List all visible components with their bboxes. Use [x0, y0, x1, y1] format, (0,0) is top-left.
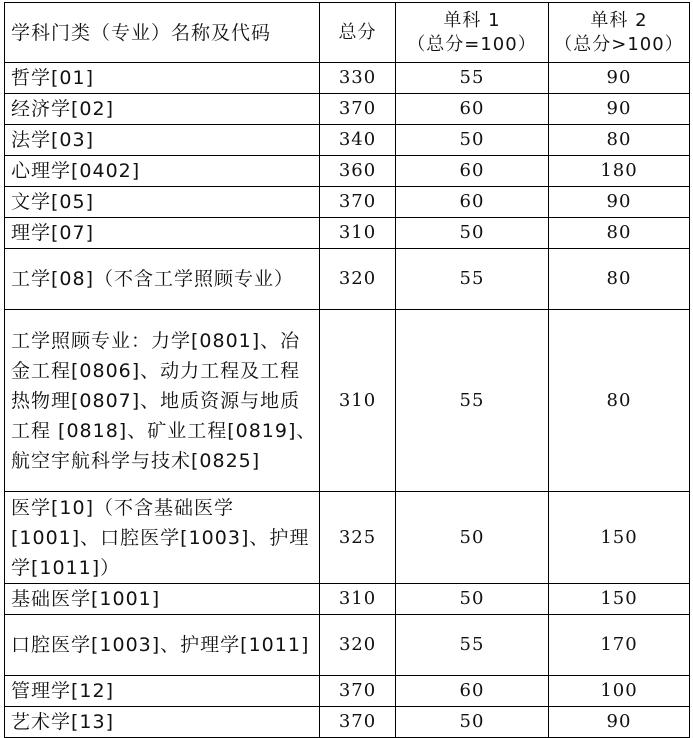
header-single2 [549, 3, 690, 63]
row-name: 管理学[12] [5, 676, 320, 707]
row-single2: 150 [549, 584, 690, 615]
row-total: 310 [320, 218, 396, 249]
row-single1: 55 [396, 63, 549, 94]
table-row [5, 94, 690, 125]
row-single1: 50 [396, 707, 549, 738]
header-single2-label: 单科 2 [590, 9, 648, 31]
row-single2: 90 [549, 187, 690, 218]
row-total: 370 [320, 94, 396, 125]
row-single1: 50 [396, 584, 549, 615]
row-total: 360 [320, 156, 396, 187]
row-name: 艺术学[13] [5, 707, 320, 738]
row-single2: 90 [549, 94, 690, 125]
row-name: 哲学[01] [5, 63, 320, 94]
row-single1: 60 [396, 187, 549, 218]
row-name: 心理学[0402] [5, 156, 320, 187]
row-name: 医学[10]（不含基础医学[1001]、口腔医学[1003]、护理学[1011]） [5, 492, 320, 584]
row-single2: 80 [549, 249, 690, 310]
row-single2: 80 [549, 125, 690, 156]
row-total: 330 [320, 63, 396, 94]
header-single1-label: 单科 1 [443, 9, 501, 31]
row-single2: 90 [549, 707, 690, 738]
table-row [5, 492, 690, 584]
header-single2-sub: （总分>100） [554, 33, 684, 55]
row-single1: 50 [396, 492, 549, 584]
row-name: 工学照顾专业：力学[0801]、冶金工程[0806]、动力工程及工程热物理[0807]、地质资源与地质工程 [0818]、矿业工程[0819]、航空宇航科学与技术[0825] [5, 310, 320, 492]
header-single1 [396, 3, 549, 63]
row-total: 310 [320, 310, 396, 492]
header-total: 总分 [320, 3, 396, 63]
row-total: 325 [320, 492, 396, 584]
row-name: 文学[05] [5, 187, 320, 218]
row-single1: 50 [396, 218, 549, 249]
row-single2: 180 [549, 156, 690, 187]
table-row [5, 125, 690, 156]
row-single1: 55 [396, 310, 549, 492]
row-total: 320 [320, 615, 396, 676]
row-single2: 80 [549, 310, 690, 492]
row-single2: 90 [549, 63, 690, 94]
row-total: 370 [320, 676, 396, 707]
table-row [5, 187, 690, 218]
row-single1: 50 [396, 125, 549, 156]
row-single1: 60 [396, 676, 549, 707]
table-header-row [5, 3, 690, 63]
row-single1: 60 [396, 94, 549, 125]
row-total: 320 [320, 249, 396, 310]
score-table [4, 2, 690, 738]
row-single1: 55 [396, 249, 549, 310]
table-row [5, 676, 690, 707]
row-total: 310 [320, 584, 396, 615]
table-row [5, 63, 690, 94]
header-single1-sub: （总分=100） [407, 33, 537, 55]
row-single2: 80 [549, 218, 690, 249]
row-single1: 60 [396, 156, 549, 187]
table-row [5, 218, 690, 249]
row-name: 基础医学[1001] [5, 584, 320, 615]
table-row [5, 249, 690, 310]
table-row [5, 584, 690, 615]
header-name: 学科门类（专业）名称及代码 [5, 3, 320, 63]
row-single1: 55 [396, 615, 549, 676]
row-single2: 150 [549, 492, 690, 584]
row-single2: 170 [549, 615, 690, 676]
row-name: 经济学[02] [5, 94, 320, 125]
table-row [5, 615, 690, 676]
row-name: 法学[03] [5, 125, 320, 156]
row-total: 340 [320, 125, 396, 156]
table-row [5, 156, 690, 187]
row-total: 370 [320, 187, 396, 218]
row-single2: 100 [549, 676, 690, 707]
table-row [5, 707, 690, 738]
row-total: 370 [320, 707, 396, 738]
row-name: 理学[07] [5, 218, 320, 249]
row-name: 工学[08]（不含工学照顾专业） [5, 249, 320, 310]
row-name: 口腔医学[1003]、护理学[1011] [5, 615, 320, 676]
table-row [5, 310, 690, 492]
